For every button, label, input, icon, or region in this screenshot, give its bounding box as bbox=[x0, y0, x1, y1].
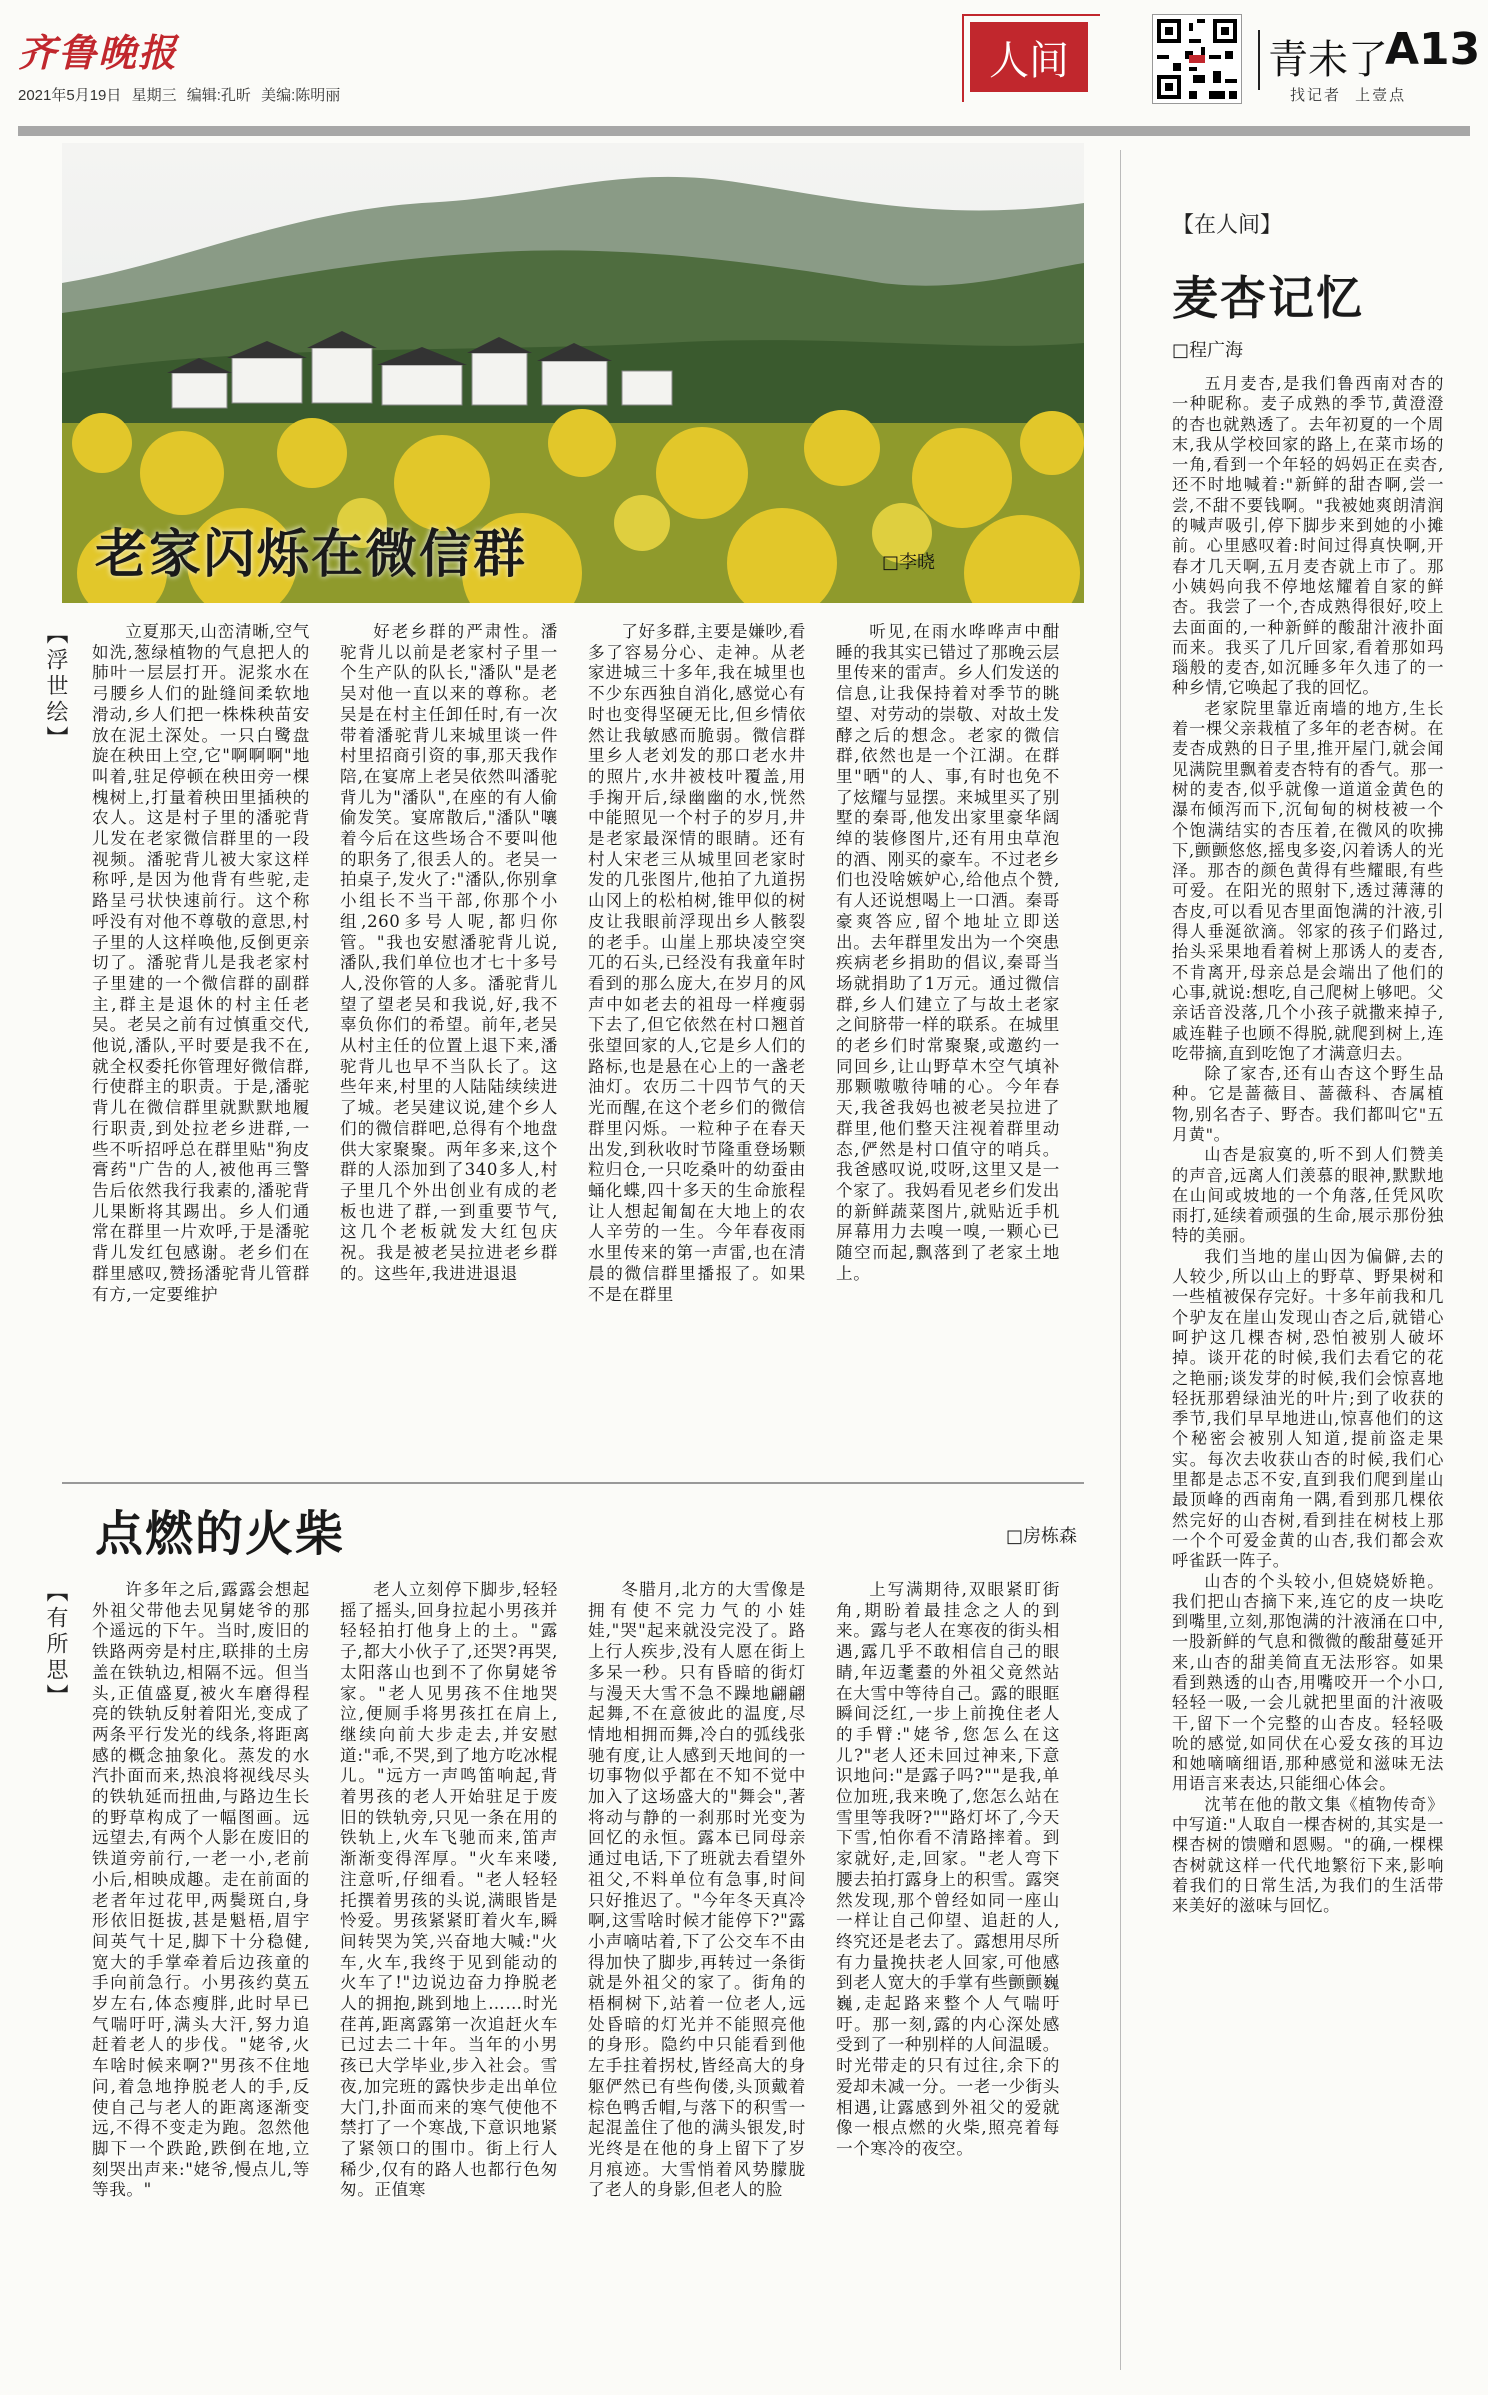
right-story-author: □程广海 bbox=[1172, 340, 1244, 361]
second-story-author: □房栋森 bbox=[1006, 1526, 1078, 1547]
right-paragraph-6: 山杏的个头较小,但娆娆娇艳。我们把山杏摘下来,连它的皮一块吃到嘴里,立刻,那饱满的汁液涌在口中,一股新鲜的气息和微微的酸甜蔓延开来,山杏的甜美简直无法形容。如果看到熟透的山杏,用嘴咬开一个小口,轻轻一吸,一会儿就把里面的汁液吸干,留下一个完整的山杏皮。轻轻吸吮的感觉,如同伏在心爱女孩的耳边和她嘀嘀细语,那种感觉和滋味无法用语言来表达,只能细心体会。 bbox=[1172, 1571, 1444, 1794]
second-column-3 bbox=[588, 1580, 806, 2380]
right-story-body bbox=[1172, 374, 1444, 2374]
qr-code-icon bbox=[1152, 14, 1242, 104]
lead-paragraph-3: 了好多群,主要是嫌吵,看多了容易分心、走神。从老家进城三十多年,我在城里也不少东西独自消化,感觉心有时也变得坚硬无比,但乡情依然让我敏感而脆弱。微信群里乡人老刘发的那口老水井的照片,水井被枝叶覆盖,用手掬开后,绿幽幽的水,恍然中能照见一个村子的岁月,井是老家最深情的眼睛。还有村人宋老三从城里回老家时发的几张图片,他拍了九道拐山冈上的松柏树,锥甲似的树皮让我眼前浮现出乡人骸裂的老手。山崖上那块凌空突兀的石头,已经没有我童年时看到的那么庞大,在岁月的风声中如老去的祖母一样瘦弱下去了,但它依然在村口翘首张望回家的人,它是乡人们的路标,也是悬在心上的一盏老油灯。农历二十四节气的天光而醒,在这个老乡们的微信群里闪烁。一粒种子在春天出发,到秋收时节隆重登场颗粒归仓,一只吃桑叶的幼蚕由蛹化蝶,四十多天的生命旅程让人想起匍匐在大地上的农人辛劳的一生。今年春夜雨水里传来的第一声雷,也在清晨的微信群里播报了。如果不是在群里 bbox=[588, 622, 806, 1304]
dateline: 2021年5月19日 星期三 编辑:孔昕 美编:陈明丽 bbox=[18, 87, 341, 104]
lead-paragraph-4: 听见,在雨水哗哗声中酣睡的我其实已错过了那晚云层里传来的雷声。乡人们发送的信息,让我保持着对季节的眺望、对劳动的崇敬、对故土发酵之后的想念。老家的微信群,依然也是一个江湖。在群里"晒"的人、事,有时也免不了炫耀与显摆。来城里买了别墅的秦哥,他发出家里豪华阔绰的装修图片,还有用虫草泡的酒、刚买的豪车。不过老乡们也没啥嫉妒心,给他点个赞,有人还说想喝上一口酒。秦哥豪爽答应,留个地址立即送出。去年群里发出为一个突患疾病老乡捐助的倡议,秦哥当场就捐助了1万元。通过微信群,乡人们建立了与故土老家之间脐带一样的联系。在城里的老乡们时常聚聚,或邀约一同回乡,让山野草木空气填补那颗嗷嗷待哺的心。今年春天,我爸我妈也被老吴拉进了群里,他们整天注视着群里动态,俨然是村口值守的哨兵。我爸感叹说,哎呀,这里又是一个家了。我妈看见老乡们发出的新鲜蔬菜图片,就贴近手机屏幕用力去嗅一嗅,一颗心已随空而起,飘落到了老家土地上。 bbox=[836, 622, 1060, 1283]
right-paragraph-4: 山杏是寂寞的,听不到人们赞美的声音,远离人们羡慕的眼神,默默地在山间或坡地的一个角落,任凭风吹雨打,延续着顽强的生命,展示那份独特的美丽。 bbox=[1172, 1145, 1444, 1246]
right-paragraph-5: 我们当地的崖山因为偏僻,去的人较少,所以山上的野草、野果树和一些植被保存完好。十多年前我和几个驴友在崖山发现山杏之后,就错心呵护这几棵杏树,恐怕被别人破坏掉。谈开花的时候,我们去看它的花之艳丽;谈发芽的时候,我们会惊喜地轻抚那碧绿油光的叶片;到了收获的季节,我们早早地进山,惊喜他们的这个秘密会被别人知道,提前盗走果实。每次去收获山杏的时候,我们心里都是忐忑不安,直到我们爬到崖山最顶峰的西南角一隅,看到那几棵依然完好的山杏树,看到挂在树枝上那一个个可爱金黄的山杏,我们都会欢呼雀跃一阵子。 bbox=[1172, 1246, 1444, 1571]
right-story-title: 麦杏记忆 bbox=[1172, 271, 1364, 325]
lead-column-3 bbox=[588, 622, 806, 1472]
page-name: 青未了 bbox=[1268, 37, 1388, 83]
right-paragraph-7: 沈苇在他的散文集《植物传奇》中写道:"人取自一棵杏树的,其实是一棵杏树的馈赠和恩赐。"的确,一棵棵杏树就这样一代代地繁衍下来,影响着我们的日常生活,为我们的生活带来美好的滋味与回忆。 bbox=[1172, 1794, 1444, 1916]
second-column-label: 【有所思】 bbox=[43, 1580, 68, 1710]
lead-paragraph-2: 好老乡群的严肃性。潘驼背儿以前是老家村子里一个生产队的队长,"潘队"是老吴对他一直以来的尊称。老吴是在村主任卸任时,有一次带着潘驼背儿来城里谈一件村里招商引资的事,那天我作陪,在宴席上老吴依然叫潘驼背儿为"潘队",在座的有人偷偷发笑。宴席散后,"潘队"嚷着今后在这些场合不要叫他的职务了,很丢人的。老吴一拍桌子,发火了:"潘队,你别拿小组长不当干部,你那个小组,260多号人呢,都归你管。"我也安慰潘驼背儿说,潘队,我们单位也才七十多号人,没你管的人多。潘驼背儿望了望老吴和我说,好,我不辜负你们的希望。前年,老吴从村主任的位置上退下来,潘驼背儿也早不当队长了。这些年来,村里的人陆陆续续进了城。老吴建议说,建个乡人们的微信群吧,总得有个地盘供大家聚聚。两年多来,这个群的人添加到了340多人,村子里几个外出创业有成的老板也进了群,一到重要节气,这几个老板就发大红包庆祝。我是被老吴拉进老乡群的。这些年,我进进退退 bbox=[340, 622, 558, 1283]
page-number: A13 bbox=[1385, 24, 1481, 75]
right-paragraph-3: 除了家杏,还有山杏这个野生品种。它是蔷薇目、蔷薇科、杏属植物,别名杏子、野杏。我们都叫它"五月黄"。 bbox=[1172, 1064, 1444, 1144]
header-divider bbox=[1258, 30, 1260, 90]
section-tag: 人间 bbox=[970, 22, 1088, 92]
second-paragraph-4: 上写满期待,双眼紧盯街角,期盼着最挂念之人的到来。露与老人在寒夜的街头相遇,露几乎不敢相信自己的眼睛,年迈耄耋的外祖父竟然站在大雪中等待自己。露的眼眶瞬间泛红,一步上前挽住老人的手臂:"姥爷,您怎么在这儿?"老人还未回过神来,下意识地问:"是露子吗?""是我,单位加班,我来晚了,您怎么站在雪里等我呀?""路灯坏了,今天下雪,怕你看不清路摔着。到家就好,走,回家。"老人弯下腰去拍打露身上的积雪。露突然发现,那个曾经如同一座山一样让自己仰望、追赶的人,终究还是老去了。露想用尽所有力量挽扶老人回家,可他感到老人宽大的手掌有些颤颤巍巍,走起路来整个人气喘吁吁。那一刻,露的内心深处感受到了一种别样的人间温暖。时光带走的只有过往,余下的爱却未减一分。一老一少街头相遇,让露感到外祖父的爱就像一根点燃的火柴,照亮着每一个寒冷的夜空。 bbox=[836, 1580, 1060, 2158]
lead-column-label: 【浮世绘】 bbox=[43, 622, 68, 752]
top-rule bbox=[18, 126, 1470, 136]
section-divider bbox=[62, 1482, 1084, 1484]
second-column-1 bbox=[92, 1580, 310, 2380]
lead-column-4 bbox=[836, 622, 1060, 1472]
right-paragraph-2: 老家院里靠近南墙的地方,生长着一棵父亲栽植了多年的老杏树。在麦杏成熟的日子里,推开屋门,就会闻见满院里飘着麦杏特有的香气。那一树的麦杏,似乎就像一道道金黄色的瀑布倾泻而下,沉甸甸的树枝被一个个饱满结实的杏压着,在微风的吹拂下,颤颤悠悠,摇曳多姿,闪着诱人的光泽。那杏的颜色黄得有些耀眼,有些可爱。在阳光的照射下,透过薄薄的杏皮,可以看见杏里面饱满的汁液,引得人垂涎欲滴。邻家的孩子们路过,抬头采果地看着树上那诱人的麦杏,不肯离开,母亲总是会端出了他们的心事,就说:想吃,自己爬树上够吧。父亲话音没落,几个小孩子就撒来掉子,戚连鞋子也顾不得脱,就爬到树上,连吃带摘,直到吃饱了才满意归去。 bbox=[1172, 698, 1444, 1063]
second-paragraph-3: 冬腊月,北方的大雪像是拥有使不完力气的小娃娃,"哭"起来就没完没了。路上行人疾步,没有人愿在街上多呆一秒。只有昏暗的街灯与漫天大雪不急不躁地翩翩起舞,不在意彼此的温度,尽情地相拥而舞,冷白的弧线张驰有度,让人感到天地间的一切事物似乎都在不知不觉中加入了这场盛大的"舞会",著将动与静的一刹那时光变为回忆的永恒。露本已同母亲通过电话,下了班就去看望外祖父,不料单位有急事,时间只好推迟了。"今年冬天真冷啊,这雪啥时候才能停下?"露小声嘀咕着,下了公交车不由得加快了脚步,再转过一条街就是外祖父的家了。街角的梧桐树下,站着一位老人,远处昏暗的灯光并不能照亮他的身形。隐约中只能看到他左手拄着拐杖,皆经高大的身躯俨然已有些佝偻,头顶戴着棕色鸭舌帽,与落下的积雪一起混盖住了他的满头银发,时光终是在他的身上留下了岁月痕迹。大雪悄着风势朦胧了老人的身影,但老人的脸 bbox=[588, 1580, 806, 2200]
lead-story-title: 老家闪烁在微信群 bbox=[95, 525, 528, 585]
second-paragraph-2: 老人立刻停下脚步,轻轻摇了摇头,回身拉起小男孩并轻轻拍打他身上的土。"露子,都大小伙子了,还哭?再哭,太阳落山也到不了你舅姥爷家。"老人见男孩不住地哭泣,便厕手将男孩扛在肩上,继续向前大步走去,并安慰道:"乖,不哭,到了地方吃冰棍儿。"远方一声鸣笛响起,背着男孩的老人开始驻足于废旧的铁轨旁,只见一条在用的铁轨上,火车飞驰而来,笛声渐渐变得浑厚。"火车来喽,注意听,仔细看。"老人轻轻托撰着男孩的头说,满眼皆是怜爱。男孩紧紧盯着火车,瞬间转哭为笑,兴奋地大喊:"火车,火车,我终于见到能动的火车了!"边说边奋力挣脱老人的拥抱,跳到地上……时光荏苒,距离露第一次追赶火车已过去二十年。当年的小男孩已大学毕业,步入社会。雪夜,加完班的露快步走出单位大门,扑面而来的寒气使他不禁打了一个寒战,下意识地紧了紧领口的围巾。街上行人稀少,仅有的路人也都行色匆匆。正值寒 bbox=[340, 1580, 558, 2200]
header-slogan: 找记者 上壹点 bbox=[1290, 87, 1407, 104]
second-paragraph-1: 许多年之后,露露会想起外祖父带他去见舅姥爷的那个遥远的下午。当时,废旧的铁路两旁是村庄,联排的土房盖在铁轨边,相隔不远。但当头,正值盛夏,被火车磨得程亮的铁轨反射着阳光,变成了两条平行发光的线条,将距离感的概念抽象化。蒸发的水汽扑面而来,热浪将视线尽头的铁轨延而扭曲,与路边生长的野草构成了一幅图画。远远望去,有两个人影在废旧的铁道旁前行,一老一小,老前小后,相映成趣。走在前面的老者年过花甲,两鬓斑白,身形依旧挺拔,甚是魁梧,眉宇间英气十足,脚下十分稳健,宽大的手掌牵着后边孩童的手向前急行。小男孩约莫五岁左右,体态瘦胖,此时早已气喘吁吁,满头大汗,努力追赶着老人的步伐。"姥爷,火车啥时候来啊?"男孩不住地问,着急地挣脱老人的手,反使自己与老人的距离逐渐变远,不得不变走为跑。忽然他脚下一个跌跄,跌倒在地,立刻哭出声来:"姥爷,慢点儿,等等我。" bbox=[92, 1580, 310, 2200]
lead-story-author: □李晓 bbox=[882, 552, 936, 573]
second-column-2 bbox=[340, 1580, 558, 2380]
second-story-title: 点燃的火柴 bbox=[95, 1506, 346, 1562]
right-paragraph-1: 五月麦杏,是我们鲁西南对杏的一种昵称。麦子成熟的季节,黄澄澄的杏也就熟透了。去年初夏的一个周末,我从学校回家的路上,在菜市场的一角,看到一个年轻的妈妈正在卖杏,还不时地喊着:"新鲜的甜杏啊,尝一尝,不甜不要钱啊。"我被她爽朗清润的喊声吸引,停下脚步来到她的小摊前。心里感叹着:时间过得真快啊,开春才几天啊,五月麦杏就上市了。那小姨妈向我不停地炫耀着自家的鲜杏。我尝了一个,杏成熟得很好,咬上去面面的,一种新鲜的酸甜汁液扑面而来。我买了几斤回家,看着那如玛瑙般的麦杏,如沉睡多年久违了的一种乡情,它唤起了我的回忆。 bbox=[1172, 374, 1444, 698]
masthead: 齐鲁晚报 bbox=[18, 30, 179, 75]
right-story-tag: 【在人间】 bbox=[1172, 213, 1283, 238]
right-column-divider bbox=[1120, 150, 1121, 2370]
lead-paragraph-1: 立夏那天,山峦清晰,空气如洗,葱绿植物的气息把人的肺叶一层层打开。泥浆水在弓腰乡人们的趾缝间柔软地滑动,乡人们把一株株秧苗安放在泥土深处。一只白鹭盘旋在秧田上空,它"啊啊啊"地叫着,驻足停顿在秧田旁一棵槐树上,打量着秧田里插秧的农人。这是村子里的潘驼背儿发在老家微信群里的一段视频。潘驼背儿被大家这样称呼,是因为他背有些驼,走路呈弓状快速前行。这个称呼没有对他不尊敬的意思,村子里的人这样唤他,反倒更亲切了。潘驼背儿是我老家村子里建的一个微信群的副群主,群主是退休的村主任老吴。老吴之前有过慎重交代,他说,潘队,平时要是我不在,就全权委托你管理好微信群,行使群主的职责。于是,潘驼背儿在微信群里就默默地履行职责,到处拉老乡进群,一些不听招呼总在群里贴"狗皮膏药"广告的人,被他再三警告后依然我行我素的,潘驼背儿果断将其踢出。乡人们通常在群里一片欢呼,于是潘驼背儿发红包感谢。老乡们在群里感叹,赞扬潘驼背儿管群有方,一定要维护 bbox=[92, 622, 310, 1304]
lead-column-1 bbox=[92, 622, 310, 1472]
lead-column-2 bbox=[340, 622, 558, 1472]
second-column-4 bbox=[836, 1580, 1060, 2380]
